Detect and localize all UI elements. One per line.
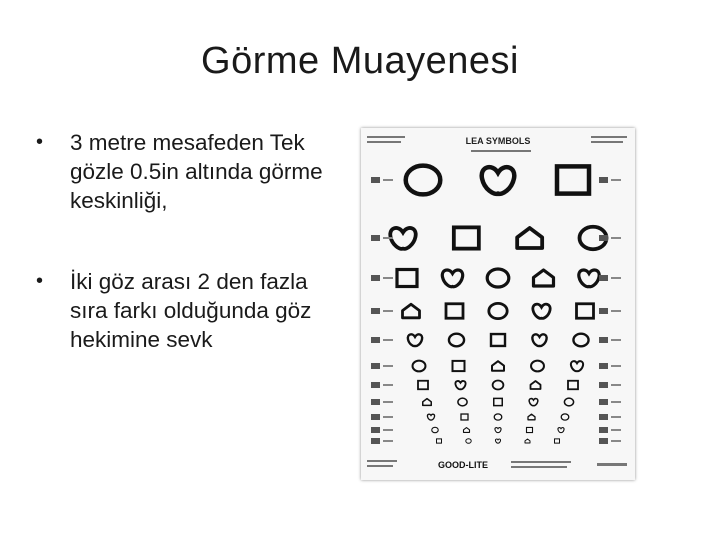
house-symbol-icon [403, 304, 420, 318]
circle-symbol-icon [413, 361, 426, 372]
acuity-marker-left [383, 179, 393, 181]
chart-brand-title: LEA SYMBOLS [465, 136, 531, 146]
acuity-marker-right [599, 427, 608, 433]
apple-symbol-icon [482, 167, 515, 194]
acuity-marker-left [371, 337, 380, 343]
bullet-dot-icon: • [36, 131, 44, 153]
acuity-marker-right [611, 365, 621, 367]
square-symbol-icon [568, 381, 578, 390]
bullet-text: 3 metre mesafeden Tek gözle 0.5in altında görme keskinliği, [70, 130, 323, 213]
acuity-marker-right [611, 384, 621, 386]
square-symbol-icon [491, 334, 505, 346]
chart-fine-print [367, 465, 393, 467]
apple-symbol-icon [532, 334, 546, 346]
acuity-marker-left [383, 277, 393, 279]
apple-symbol-icon [390, 228, 415, 249]
acuity-marker-left [383, 339, 393, 341]
acuity-marker-left [371, 275, 380, 281]
acuity-marker-left [371, 438, 380, 444]
acuity-marker-right [599, 414, 608, 420]
acuity-marker-left [371, 399, 380, 405]
circle-symbol-icon [432, 427, 438, 432]
acuity-marker-left [383, 237, 393, 239]
acuity-marker-left [383, 365, 393, 367]
circle-symbol-icon [561, 414, 569, 420]
circle-symbol-icon [458, 398, 467, 406]
acuity-marker-left [383, 416, 393, 418]
acuity-marker-left [383, 429, 393, 431]
acuity-marker-left [371, 308, 380, 314]
circle-symbol-icon [406, 166, 441, 195]
circle-symbol-icon [493, 381, 504, 390]
acuity-marker-right [599, 337, 608, 343]
acuity-marker-right [599, 438, 608, 444]
square-symbol-icon [437, 439, 442, 443]
acuity-marker-right [611, 440, 621, 442]
chart-fine-print [367, 136, 405, 138]
acuity-marker-left [371, 427, 380, 433]
circle-symbol-icon [466, 439, 471, 444]
apple-symbol-icon [442, 270, 462, 287]
square-symbol-icon [555, 439, 560, 443]
acuity-marker-right [611, 310, 621, 312]
acuity-marker-right [611, 339, 621, 341]
chart-fine-print [511, 466, 567, 468]
chart-fine-print [591, 141, 623, 143]
slide-title: Görme Muayenesi [201, 40, 519, 82]
square-symbol-icon [527, 427, 533, 432]
acuity-marker-right [611, 277, 621, 279]
apple-symbol-icon [579, 270, 599, 287]
acuity-marker-right [599, 363, 608, 369]
house-symbol-icon [517, 228, 542, 248]
square-symbol-icon [454, 227, 479, 248]
bullet-item [30, 128, 350, 215]
square-symbol-icon [453, 361, 465, 371]
acuity-marker-right [599, 399, 608, 405]
chart-fine-print [597, 463, 627, 466]
apple-symbol-icon [529, 399, 538, 406]
acuity-marker-left [383, 384, 393, 386]
apple-symbol-icon [495, 439, 500, 443]
acuity-marker-left [371, 382, 380, 388]
house-symbol-icon [531, 381, 541, 389]
acuity-marker-right [599, 275, 608, 281]
square-symbol-icon [397, 270, 417, 287]
chart-footer-brand: GOOD-LITE [438, 460, 488, 470]
acuity-marker-left [371, 414, 380, 420]
bullet-text: İki göz arası 2 den fazla sıra farkı olduğunda göz hekimine sevk [70, 269, 312, 352]
apple-symbol-icon [427, 414, 434, 420]
acuity-marker-left [383, 440, 393, 442]
square-symbol-icon [494, 398, 503, 405]
apple-symbol-icon [571, 361, 583, 371]
chart-fine-print [511, 461, 571, 463]
apple-symbol-icon [558, 428, 564, 433]
chart-fine-print [591, 136, 627, 138]
apple-symbol-icon [533, 304, 550, 318]
house-symbol-icon [534, 270, 554, 286]
acuity-marker-right [599, 308, 608, 314]
acuity-marker-right [599, 382, 608, 388]
acuity-marker-right [611, 416, 621, 418]
square-symbol-icon [461, 414, 468, 420]
acuity-marker-left [371, 363, 380, 369]
acuity-marker-left [371, 235, 380, 241]
house-symbol-icon [525, 439, 530, 443]
square-symbol-icon [446, 304, 463, 318]
bullet-list [30, 128, 350, 406]
chart-fine-print [471, 150, 531, 152]
circle-symbol-icon [564, 398, 573, 406]
chart-fine-print [367, 141, 401, 143]
acuity-marker-left [383, 401, 393, 403]
apple-symbol-icon [495, 428, 501, 433]
house-symbol-icon [528, 414, 535, 420]
acuity-marker-right [611, 401, 621, 403]
eye-chart-image [361, 128, 635, 480]
acuity-marker-right [599, 177, 608, 183]
acuity-marker-right [611, 429, 621, 431]
acuity-marker-left [371, 177, 380, 183]
circle-symbol-icon [573, 334, 588, 347]
circle-symbol-icon [531, 361, 544, 372]
house-symbol-icon [492, 361, 504, 371]
house-symbol-icon [464, 428, 470, 433]
bullet-item [30, 267, 350, 354]
apple-symbol-icon [455, 381, 465, 389]
eye-chart-graphic [361, 128, 635, 480]
acuity-marker-right [599, 235, 608, 241]
chart-fine-print [367, 460, 397, 462]
square-symbol-icon [557, 166, 589, 193]
square-symbol-icon [418, 381, 428, 390]
circle-symbol-icon [449, 334, 464, 347]
house-symbol-icon [423, 399, 432, 406]
circle-symbol-icon [489, 303, 507, 318]
acuity-marker-right [611, 179, 621, 181]
apple-symbol-icon [408, 334, 422, 346]
circle-symbol-icon [487, 269, 509, 287]
bullet-dot-icon: • [36, 270, 44, 292]
circle-symbol-icon [494, 414, 502, 420]
square-symbol-icon [577, 304, 594, 318]
acuity-marker-right [611, 237, 621, 239]
acuity-marker-left [383, 310, 393, 312]
